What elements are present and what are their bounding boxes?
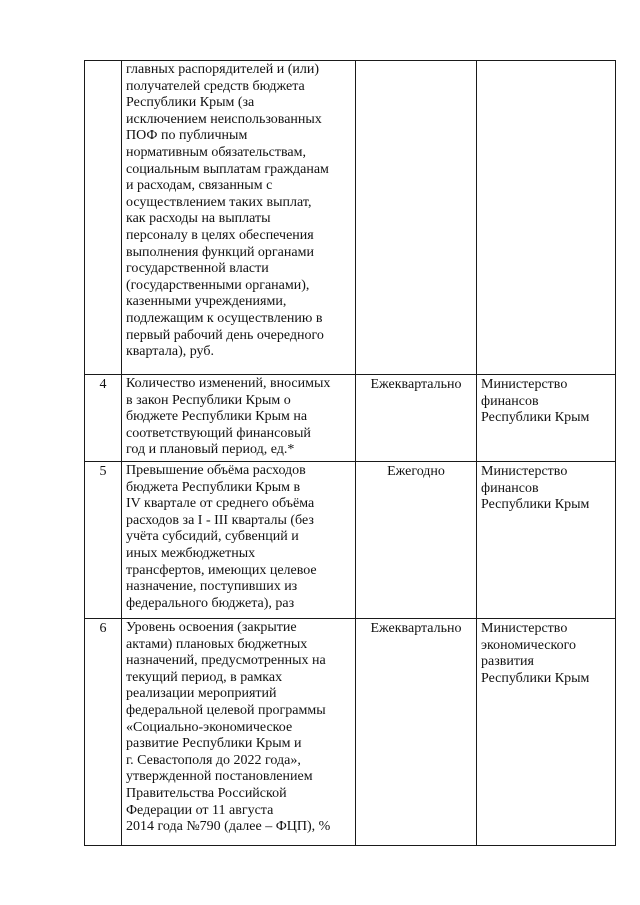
indicator-line: назначений, предусмотренных на — [126, 653, 326, 669]
responsible-line: Республики Крым — [481, 410, 590, 426]
responsible-cell — [477, 619, 616, 846]
indicator-line: подлежащим к осуществлению в — [126, 310, 323, 326]
indicator-line: г. Севастополя до 2022 года», — [126, 752, 301, 768]
indicators-table — [84, 60, 616, 846]
indicator-line: Правительства Российской — [126, 785, 287, 801]
indicator-line: Превышение объёма расходов — [126, 463, 306, 478]
indicator-line: соответствующий финансовый — [126, 425, 311, 441]
row-number: 4 — [85, 375, 122, 462]
period-cell: Ежегодно — [356, 462, 477, 619]
indicator-line: получателей средств бюджета — [126, 78, 305, 94]
indicator-line: назначение, поступивших из — [126, 579, 298, 595]
responsible-line: экономического — [481, 637, 576, 653]
responsible-line: финансов — [481, 480, 539, 496]
indicator-cell — [122, 462, 356, 619]
indicator-line: персоналу в целях обеспечения — [126, 227, 314, 243]
indicator-line: федерального бюджета), раз — [126, 595, 295, 611]
indicator-line: квартала), руб. — [126, 344, 214, 360]
indicator-line: в закон Республики Крым о — [126, 392, 291, 408]
responsible-cell — [477, 462, 616, 619]
indicator-line: утвержденной постановлением — [126, 769, 313, 785]
row-number: 6 — [85, 619, 122, 846]
indicator-line: государственной власти — [126, 261, 269, 277]
table-row — [85, 462, 616, 619]
responsible-line: Министерство — [481, 621, 568, 636]
indicator-line: Федерации от 11 августа — [126, 802, 274, 818]
indicator-cell — [122, 375, 356, 462]
indicator-line: исключением неиспользованных — [126, 111, 322, 127]
indicator-cell — [122, 61, 356, 375]
indicator-line: бюджета Республики Крым в — [126, 479, 301, 495]
period-cell: Ежеквартально — [356, 619, 477, 846]
indicator-line: казенными учреждениями, — [126, 294, 287, 310]
indicator-line: актами) плановых бюджетных — [126, 636, 308, 652]
indicator-line: первый рабочий день очередного — [126, 327, 324, 343]
responsible-line: Республики Крым — [481, 670, 590, 686]
indicator-line: социальным выплатам гражданам — [126, 161, 329, 177]
responsible-line: Министерство — [481, 464, 568, 479]
row-number: 5 — [85, 462, 122, 619]
indicator-line: иных межбюджетных — [126, 545, 256, 561]
indicator-line: главных распорядителей и (или) — [126, 62, 320, 77]
indicator-line: реализации мероприятий — [126, 686, 277, 702]
indicator-line: федеральной целевой программы — [126, 702, 326, 718]
indicator-line: и расходам, связанным с — [126, 178, 273, 194]
indicator-line: «Социально-экономическое — [126, 719, 293, 735]
row-number — [85, 61, 122, 375]
indicator-line: Республики Крым (за — [126, 95, 255, 111]
indicator-line: ПОФ по публичным — [126, 128, 248, 144]
responsible-cell — [477, 375, 616, 462]
indicator-line: трансфертов, имеющих целевое — [126, 562, 317, 578]
table-row — [85, 619, 616, 846]
responsible-cell — [477, 61, 616, 375]
responsible-line: Министерство — [481, 377, 568, 392]
indicator-line: бюджете Республики Крым на — [126, 409, 308, 425]
table-row — [85, 375, 616, 462]
indicator-line: Уровень освоения (закрытие — [126, 620, 297, 635]
responsible-line: финансов — [481, 393, 539, 409]
responsible-line: Республики Крым — [481, 497, 590, 513]
period-cell — [356, 61, 477, 375]
indicator-line: нормативным обязательствам, — [126, 144, 307, 160]
indicator-cell — [122, 619, 356, 846]
indicator-line: (государственными органами), — [126, 277, 310, 293]
indicator-line: как расходы на выплаты — [126, 211, 271, 227]
indicator-line: осуществлением таких выплат, — [126, 194, 312, 210]
indicator-line: расходов за I - III кварталы (без — [126, 512, 314, 528]
period-cell: Ежеквартально — [356, 375, 477, 462]
indicator-line: текущий период, в рамках — [126, 669, 283, 685]
indicator-line: учёта субсидий, субвенций и — [126, 529, 299, 545]
indicator-line: выполнения функций органами — [126, 244, 314, 260]
indicator-line: развитие Республики Крым и — [126, 736, 302, 752]
table-row — [85, 61, 616, 375]
responsible-line: развития — [481, 654, 534, 670]
indicator-line: год и плановый период, ед.* — [126, 442, 295, 458]
indicator-line: 2014 года №790 (далее – ФЦП), % — [126, 819, 331, 835]
indicator-line: IV квартале от среднего объёма — [126, 496, 315, 512]
indicator-line: Количество изменений, вносимых — [126, 376, 331, 391]
